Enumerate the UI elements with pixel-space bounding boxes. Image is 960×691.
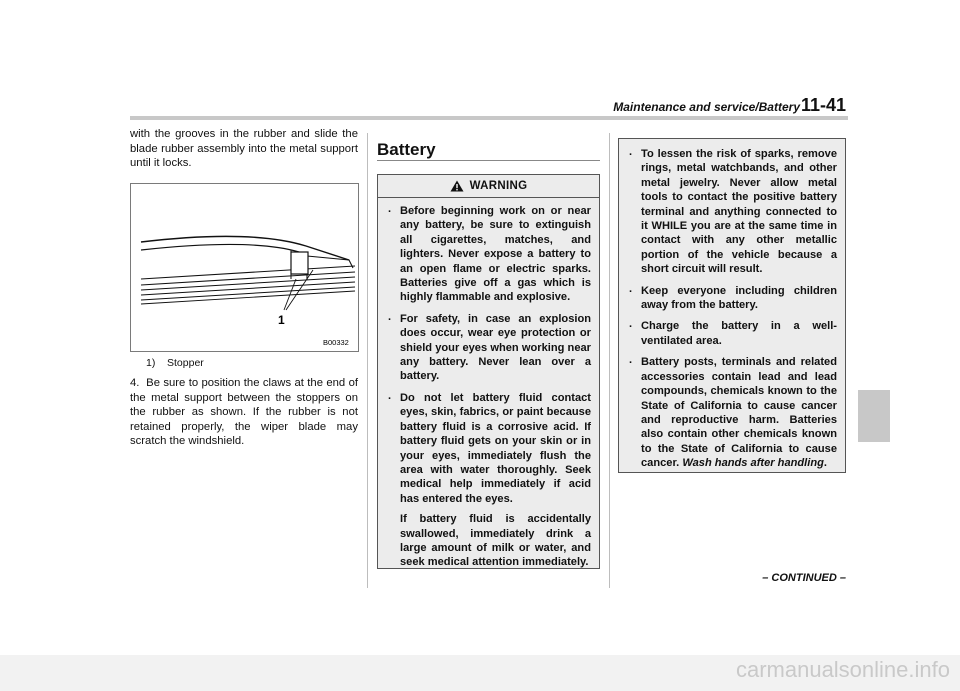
warning-item-text: . For safety, in case an explosion does occur, wear eye protection or shield your eyes when working near any battery. Never lean over a battery. [400,312,591,383]
section-title: Battery [377,140,436,159]
warning-item-extra-text: If battery fluid is accidentally swallowed, immediately drink a large amount of milk or water, and seek medical attention immediately. [400,513,591,569]
warning-item-text-main: Battery posts, terminals and related accessories contain lead and lead compounds, chemicals known to the State of California to cause cancer and reproductive harm. Batteries also contain other chemicals known to the State of California to cause cancer. [641,356,837,470]
warning-item-text-end: . [823,457,827,470]
chapter-side-tab [858,390,890,442]
warning-item-text-italic: Wash hands after handling [682,457,824,470]
column-divider-left [367,133,368,588]
warning-item-text: . Charge the battery in a well-ventilated area. [641,320,837,347]
warning-item-text: . Before beginning work on or near any battery, be sure to extinguish all cigarettes, matches, and lighters. Never expose a battery to an open flame or electric sparks. Batteries give off a gas which is highly flammable and explosive. [400,205,591,304]
continued-marker: – CONTINUED – [762,572,846,584]
warning-label: WARNING [469,180,528,192]
warning-triangle-icon [450,180,464,192]
figure-callout-number: 1 [278,313,285,327]
header-rule [130,116,848,120]
section-rule [377,160,600,161]
warning-item-text: . Keep everyone including children away from the battery. [641,284,837,312]
figure-caption: 1) Stopper [146,357,204,369]
warning-list [378,198,599,570]
warning-box-continued [618,138,846,473]
watermark-text: carmanualsonline.info [735,657,950,682]
figure-code: B00332 [323,338,349,347]
warning-item-text: . Do not let battery fluid contact eyes, skin, fabrics, or paint because battery fluid is a corrosive acid. If battery fluid gets on your skin or in your eyes, immediately flush the area with water thoroughly. Seek medical help immediately if acid has entered the eyes. [400,391,591,505]
warning-item [629,355,837,470]
page-number: 11-41 [800,95,846,115]
warning-item [629,319,837,348]
warning-list-continued [619,139,845,471]
warning-item [629,147,837,277]
warning-box [377,174,600,569]
column-divider-right [609,133,610,588]
step-4-paragraph: 4. Be sure to position the claws at the end of the metal support between the stoppers on the rubber as shown. If the rubber is not retained properly, the wiper blade may scratch the windshield. [130,377,358,448]
warning-item [388,391,591,570]
warning-header [378,175,599,198]
column-one [130,127,358,171]
warning-item [629,284,837,313]
warning-item [388,312,591,384]
intro-paragraph: with the grooves in the rubber and slide the blade rubber assembly into the metal support until it locks. [130,128,358,170]
warning-item-text: . To lessen the risk of sparks, remove rings, metal watchbands, and other metal jewelry. Never allow metal tools to contact the positive battery terminal and anything connected to it WHILE you are at the same time in contact with any other metallic portion of the vehicle because a short circuit will result. [641,148,837,276]
wiper-blade-illustration [131,184,358,351]
warning-item-text [641,355,837,470]
warning-item [388,204,591,305]
wiper-blade-figure [130,183,359,352]
running-header-title: Maintenance and service/Battery [613,100,800,114]
